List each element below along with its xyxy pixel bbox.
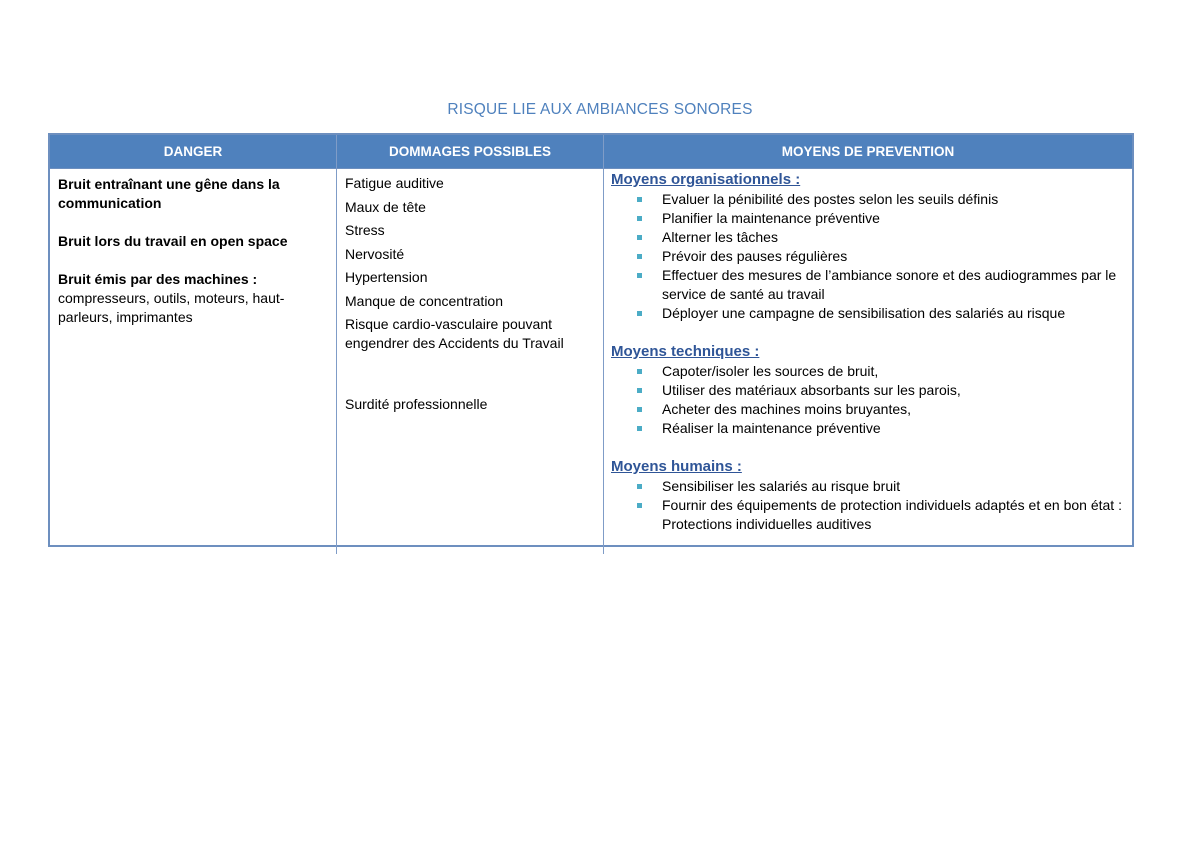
prevention-section-technical (611, 343, 1124, 438)
square-bullet-icon (637, 273, 642, 278)
square-bullet-icon (637, 311, 642, 316)
damage-item: Maux de tête (345, 198, 426, 215)
list-item-text: Acheter des machines moins bruyantes, (662, 401, 912, 417)
list-item-text: Alterner les tâches (662, 229, 778, 245)
section-heading: Moyens humains : (611, 458, 742, 475)
square-bullet-icon (637, 503, 642, 508)
list-item (611, 419, 1124, 438)
list-item (611, 247, 1124, 266)
list-item (611, 381, 1124, 400)
danger-detail: compresseurs, outils, moteurs, haut-parleurs, imprimantes (58, 290, 285, 325)
danger-item (58, 175, 328, 213)
damage-item: Nervosité (345, 245, 405, 262)
list-item-text: Planifier la maintenance préventive (662, 210, 880, 226)
list-item (611, 362, 1124, 381)
list-item-text: Déployer une campagne de sensibilisation des salariés au risque (662, 305, 1066, 321)
damage-item: Surdité professionnelle (345, 396, 488, 412)
list-item-text: Fournir des équipements de protection individuels adaptés et en bon état : Protections individuelles auditives (662, 497, 1122, 532)
prevention-list (611, 477, 1124, 534)
list-item (611, 477, 1124, 496)
list-item (611, 496, 1124, 534)
prevention-section-organisational (611, 171, 1124, 323)
list-item-text: Sensibiliser les salariés au risque bruit (662, 478, 901, 494)
list-item-text: Prévoir des pauses régulières (662, 248, 848, 264)
list-item-text: Réaliser la maintenance préventive (662, 420, 881, 436)
header-prevention: MOYENS DE PREVENTION (603, 135, 1132, 169)
prevention-list (611, 190, 1124, 323)
damage-item: Stress (345, 222, 385, 238)
square-bullet-icon (637, 216, 642, 221)
danger-item (58, 232, 328, 251)
square-bullet-icon (637, 407, 642, 412)
danger-column (50, 169, 336, 554)
square-bullet-icon (637, 235, 642, 240)
list-item (611, 190, 1124, 209)
list-item (611, 209, 1124, 228)
list-item-text: Capoter/isoler les sources de bruit, (662, 363, 879, 379)
damage-item: Manque de concentration (345, 292, 503, 309)
prevention-list (611, 362, 1124, 438)
header-damage: DOMMAGES POSSIBLES (336, 135, 603, 169)
danger-item (58, 270, 328, 327)
square-bullet-icon (637, 254, 642, 259)
square-bullet-icon (637, 197, 642, 202)
damage-column (336, 169, 603, 554)
list-item-text: Utiliser des matériaux absorbants sur les parois, (662, 382, 961, 398)
section-heading: Moyens organisationnels : (611, 171, 801, 188)
page-title: RISQUE LIE AUX AMBIANCES SONORES (447, 101, 753, 118)
damage-item: Risque cardio-vasculaire pouvant engendrer des Accidents du Travail (345, 316, 564, 351)
list-item (611, 228, 1124, 247)
section-heading: Moyens techniques : (611, 343, 760, 360)
prevention-column (603, 169, 1132, 554)
square-bullet-icon (637, 484, 642, 489)
danger-heading: Bruit entraînant une gêne dans la communication (58, 176, 280, 211)
square-bullet-icon (637, 426, 642, 431)
danger-heading: Bruit lors du travail en open space (58, 233, 288, 249)
square-bullet-icon (637, 369, 642, 374)
risk-table (48, 133, 1134, 547)
list-item-text: Evaluer la pénibilité des postes selon les seuils définis (662, 191, 999, 207)
list-item (611, 304, 1124, 323)
prevention-section-human (611, 458, 1124, 534)
damage-item: Hypertension (345, 269, 428, 285)
header-danger: DANGER (50, 135, 336, 169)
danger-heading: Bruit émis par des machines : (58, 271, 258, 287)
damage-item: Fatigue auditive (345, 175, 444, 191)
list-item-text: Effectuer des mesures de l’ambiance sonore et des audiogrammes par le service de santé au travail (662, 267, 1117, 302)
square-bullet-icon (637, 388, 642, 393)
list-item (611, 266, 1124, 304)
list-item (611, 400, 1124, 419)
